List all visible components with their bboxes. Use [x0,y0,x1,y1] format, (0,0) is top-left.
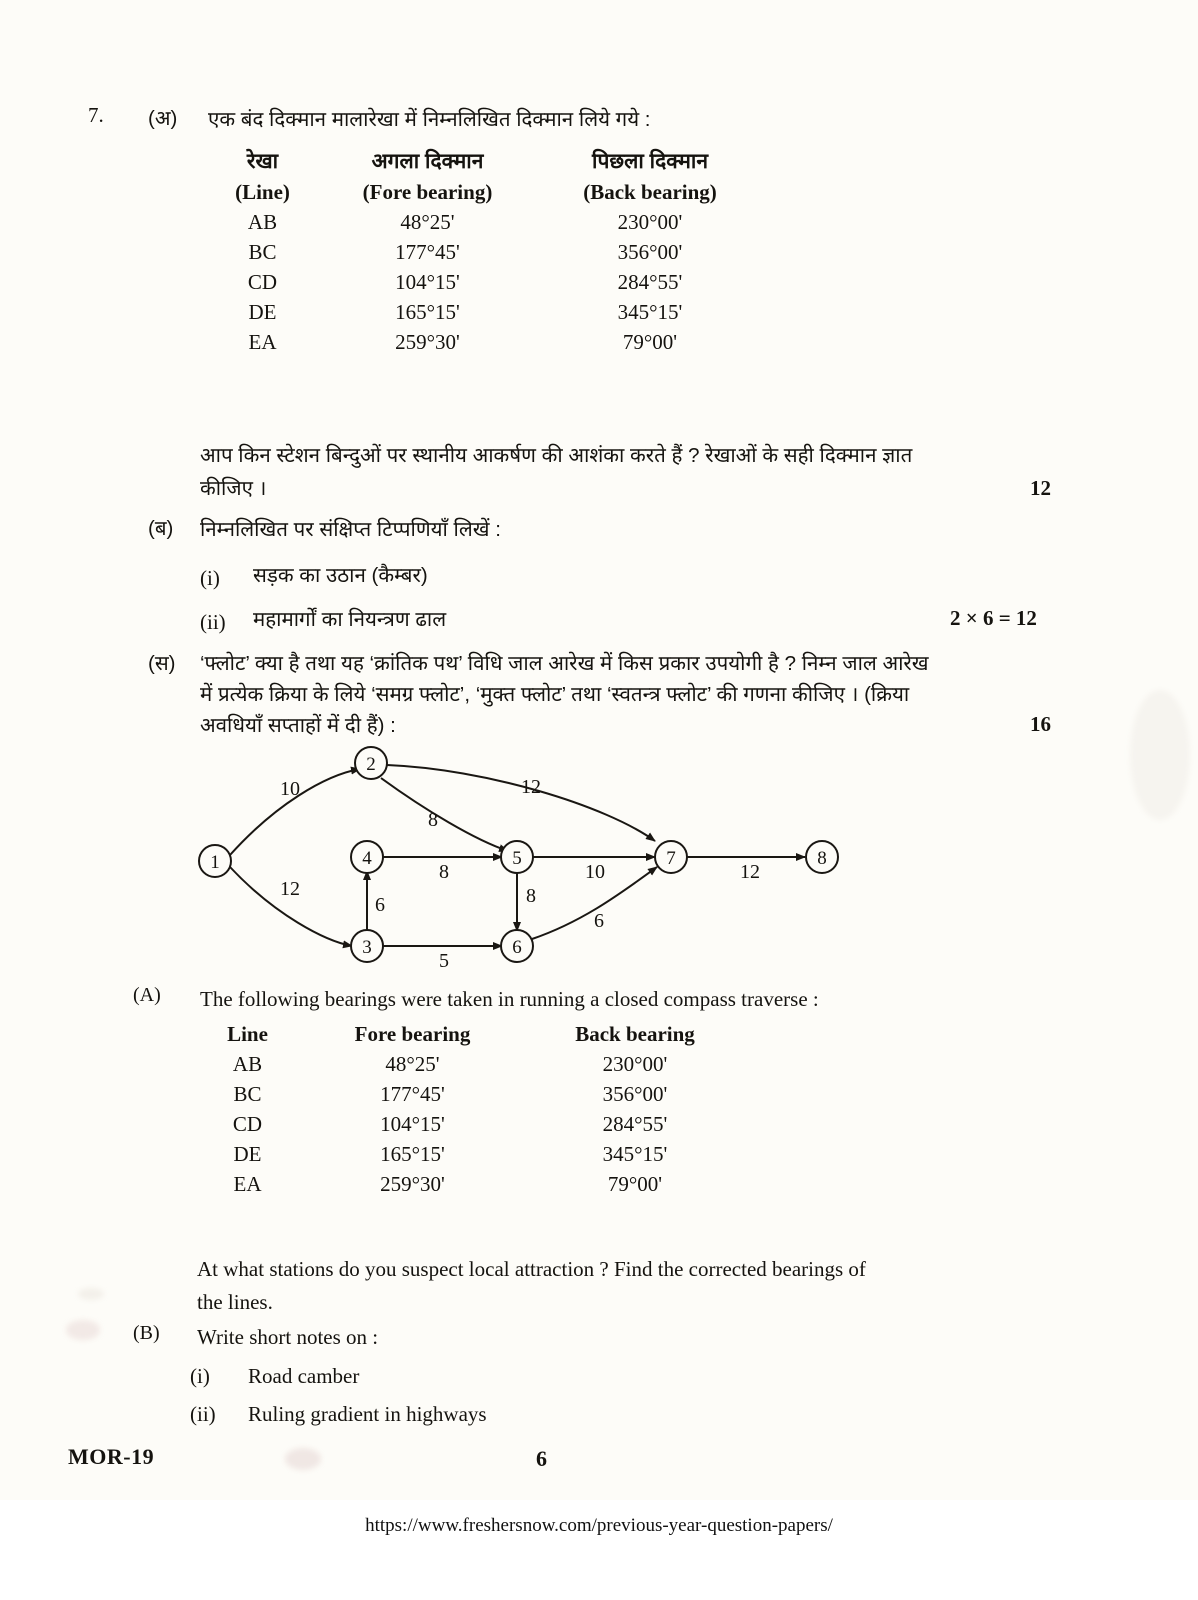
english-bearing-table [190,1020,750,1200]
cell-line: AB [247,210,278,234]
table-header-row-english [190,1020,750,1050]
node-6-label: 6 [512,937,522,958]
edge-label-5-7: 10 [585,861,605,883]
edge-label-2-5: 8 [428,809,438,831]
edge-label-3-4: 6 [375,894,385,916]
cell-back: 79°00' [622,330,678,354]
cell-line: CD [232,1112,263,1136]
part-A-followup-line2: the lines. [197,1290,273,1314]
part-label-a: (अ) [148,107,178,130]
part-A-text: The following bearings were taken in running a closed compass traverse : [200,987,819,1011]
cell-back: 345°15' [617,300,683,324]
edge-label-1-3: 12 [280,878,300,900]
cell-line: DE [233,1142,262,1166]
part-a-followup-line2: कीजिए । [200,477,267,500]
th-line-en: (Line) [235,180,290,204]
part-B-item-ii-text: Ruling gradient in highways [248,1402,487,1426]
cell-fore: 104°15' [380,1112,445,1136]
cell-fore: 104°15' [395,270,460,294]
paper-smudge [66,1320,100,1340]
part-label-B: (B) [133,1322,160,1344]
part-b-item-ii-text: महामार्गों का नियन्त्रण ढाल [253,608,447,631]
part-B-item-ii-number: (ii) [190,1402,216,1426]
th-back: Back bearing [575,1022,695,1046]
table-row [190,1110,750,1140]
part-B-text: Write short notes on : [197,1325,379,1349]
marks-part-a: 12 [1030,476,1051,500]
part-A-followup-line1: At what stations do you suspect local attraction ? Find the corrected bearings of [197,1257,866,1281]
paper-smudge [1130,690,1190,820]
part-a-followup-line1: आप किन स्टेशन बिन्दुओं पर स्थानीय आकर्षण की आशंका करते हैं ? रेखाओं के सही दिक्मान ज्ञात [200,444,913,467]
cell-line: AB [232,1052,263,1076]
cell-back: 356°00' [617,240,683,264]
cell-fore: 177°45' [380,1082,445,1106]
question-number: 7. [88,103,104,127]
cell-fore: 48°25' [385,1052,440,1076]
marks-part-b: 2 × 6 = 12 [950,606,1037,630]
cell-back: 356°00' [602,1082,668,1106]
table-header-row-hindi [205,145,765,178]
edge-label-6-7: 6 [594,910,604,932]
edge-label-2-7: 12 [521,776,541,798]
node-8-label: 8 [817,848,827,869]
th-line-hindi: रेखा [246,150,279,173]
cell-line: DE [248,300,277,324]
edge-label-4-5: 8 [439,861,449,883]
table-row [205,328,765,358]
cell-fore: 165°15' [380,1142,445,1166]
table-row [190,1050,750,1080]
cell-line: BC [248,240,277,264]
part-b-item-ii-number: (ii) [200,610,226,634]
table-row [205,208,765,238]
table-row [205,268,765,298]
part-label-A: (A) [133,984,161,1006]
th-back-hindi: पिछला दिक्मान [592,150,708,173]
paper-smudge [285,1448,321,1470]
node-2-label: 2 [366,754,376,775]
edge-label-5-6: 8 [526,885,536,907]
table-row [190,1080,750,1110]
part-c-line2: में प्रत्येक क्रिया के लिये ‘समग्र फ्लोट’, ‘मुक्त फ्लोट’ तथा ‘स्वतन्त्र फ्लोट’ की गणना कीजिए । (क्रिया [200,683,910,706]
source-url[interactable]: https://www.freshersnow.com/previous-year-question-papers/ [365,1515,833,1536]
cell-back: 230°00' [617,210,683,234]
cell-line: BC [233,1082,262,1106]
cell-back: 345°15' [602,1142,668,1166]
table-row [190,1170,750,1200]
hindi-bearing-table [205,145,765,358]
th-fore-en: (Fore bearing) [362,180,493,204]
marks-part-c: 16 [1030,712,1051,736]
edge-label-1-2: 10 [280,778,300,800]
cell-fore: 177°45' [395,240,460,264]
table-header-row-hindi-en [205,178,765,208]
cell-line: CD [247,270,278,294]
th-back-en: (Back bearing) [583,180,717,204]
part-b-item-i-number: (i) [200,566,220,590]
part-label-b: (ब) [148,517,174,540]
cell-back: 284°55' [602,1112,668,1136]
th-fore: Fore bearing [354,1022,471,1046]
cell-back: 284°55' [617,270,683,294]
part-a-intro: एक बंद दिक्मान मालारेखा में निम्नलिखित दिक्मान लिये गये : [208,108,651,131]
cell-fore: 259°30' [380,1172,445,1196]
node-1-label: 1 [210,852,220,873]
cell-fore: 165°15' [395,300,460,324]
part-b-intro: निम्नलिखित पर संक्षिप्त टिप्पणियाँ लिखें : [200,518,501,541]
cell-back: 230°00' [602,1052,668,1076]
node-7-label: 7 [666,848,676,869]
network-diagram [185,745,885,980]
th-line: Line [227,1022,268,1046]
table-row [190,1140,750,1170]
part-c-line1: ‘फ्लोट’ क्या है तथा यह ‘क्रांतिक पथ’ विधि जाल आरेख में किस प्रकार उपयोगी है ? निम्न जाल आरेख [200,652,929,675]
cell-fore: 48°25' [400,210,455,234]
edge-label-3-6: 5 [439,950,449,972]
page-number: 6 [536,1446,547,1471]
part-c-line3: अवधियाँ सप्ताहों में दी हैं) : [200,714,396,737]
node-4-label: 4 [362,848,372,869]
paper-code: MOR-19 [68,1444,155,1469]
node-5-label: 5 [512,848,522,869]
part-b-item-i-text: सड़क का उठान (कैम्बर) [253,564,428,587]
part-B-item-i-number: (i) [190,1364,210,1388]
edge-2-5 [381,778,508,851]
edge-label-7-8: 12 [740,861,760,883]
cell-back: 79°00' [607,1172,663,1196]
node-3-label: 3 [362,937,372,958]
cell-fore: 259°30' [395,330,460,354]
cell-line: EA [248,330,277,354]
cell-line: EA [233,1172,262,1196]
part-label-c: (स) [148,652,176,675]
table-row [205,238,765,268]
part-B-item-i-text: Road camber [248,1364,360,1388]
th-fore-hindi: अगला दिक्मान [371,150,484,173]
paper-smudge [78,1288,104,1300]
table-row [205,298,765,328]
